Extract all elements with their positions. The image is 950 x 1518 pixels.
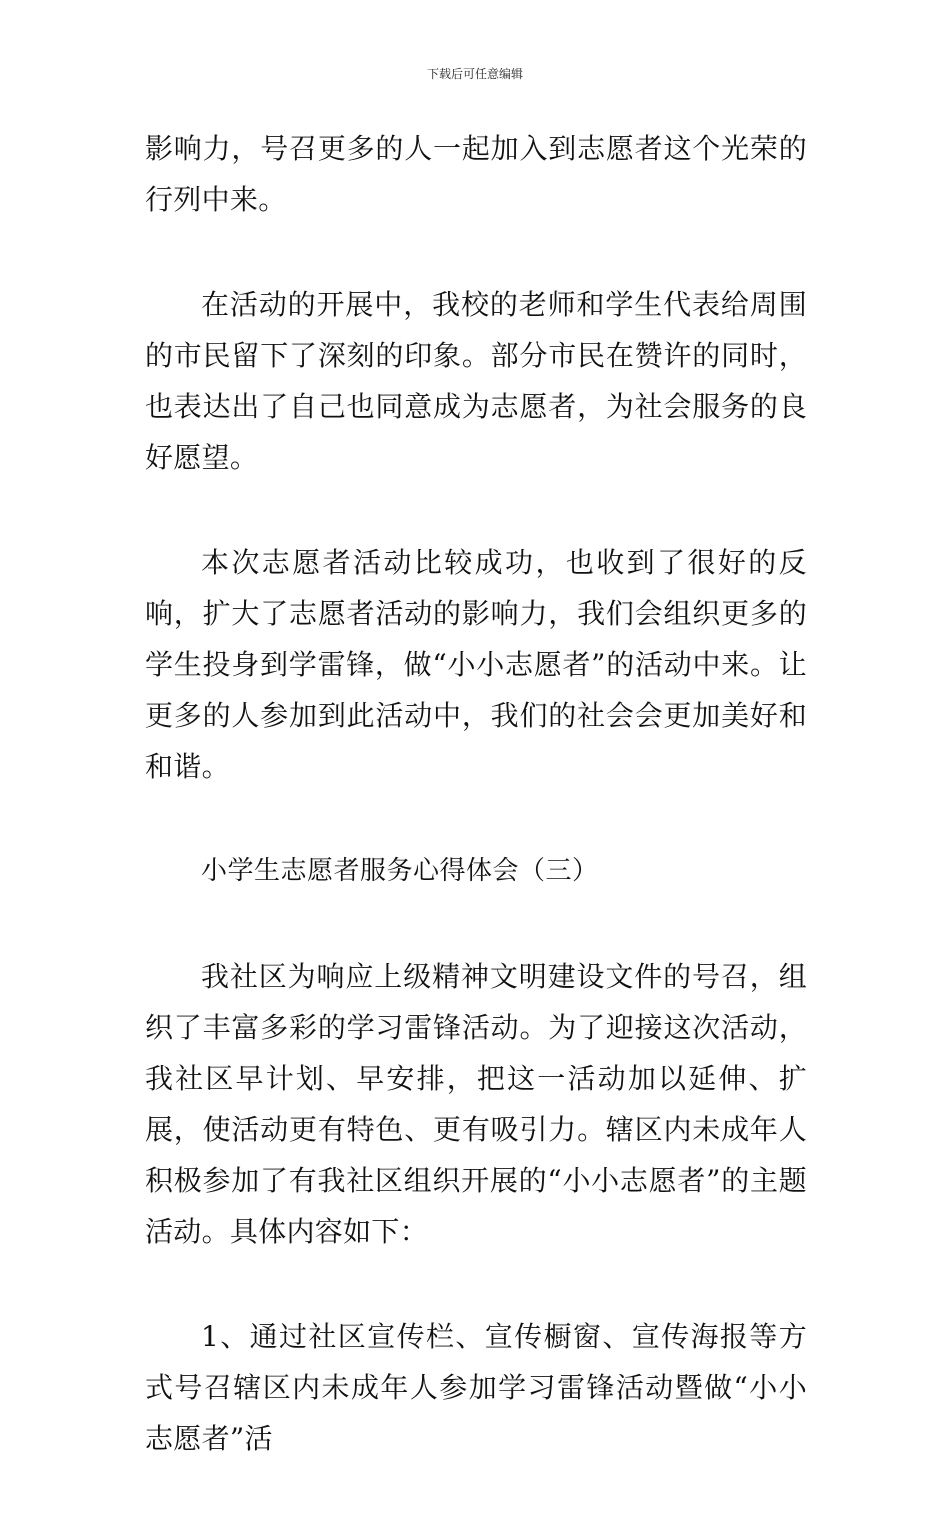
paragraph-continuation: 影响力，号召更多的人一起加入到志愿者这个光荣的行列中来。 (145, 132, 807, 216)
document-body (145, 123, 807, 1518)
page-header-note: 下载后可任意编辑 (426, 67, 523, 81)
paragraph-activity-summary: 本次志愿者活动比较成功，也收到了很好的反响，扩大了志愿者活动的影响力，我们会组织更多的学生投身到学雷锋，做“小小志愿者”的活动中来。让更多的人参加到此活动中，我们的社会会更加美好和和谐。 (145, 546, 807, 783)
paragraph-list-item-1: 1、通过社区宣传栏、宣传橱窗、宣传海报等方式号召辖区内未成年人参加学习雷锋活动暨做“小小志愿者”活 (145, 1320, 807, 1455)
paragraph-community-intro: 我社区为响应上级精神文明建设文件的号召，组织了丰富多彩的学习雷锋活动。为了迎接这次活动，我社区早计划、早安排，把这一活动加以延伸、扩展，使活动更有特色、更有吸引力。辖区内未成年人积极参加了有我社区组织开展的“小小志愿者”的主题活动。具体内容如下： (145, 960, 807, 1248)
paragraph-activity-impression: 在活动的开展中，我校的老师和学生代表给周围的市民留下了深刻的印象。部分市民在赞许的同时，也表达出了自己也同意成为志愿者，为社会服务的良好愿望。 (145, 288, 807, 474)
section-heading: 小学生志愿者服务心得体会（三） (201, 856, 599, 886)
